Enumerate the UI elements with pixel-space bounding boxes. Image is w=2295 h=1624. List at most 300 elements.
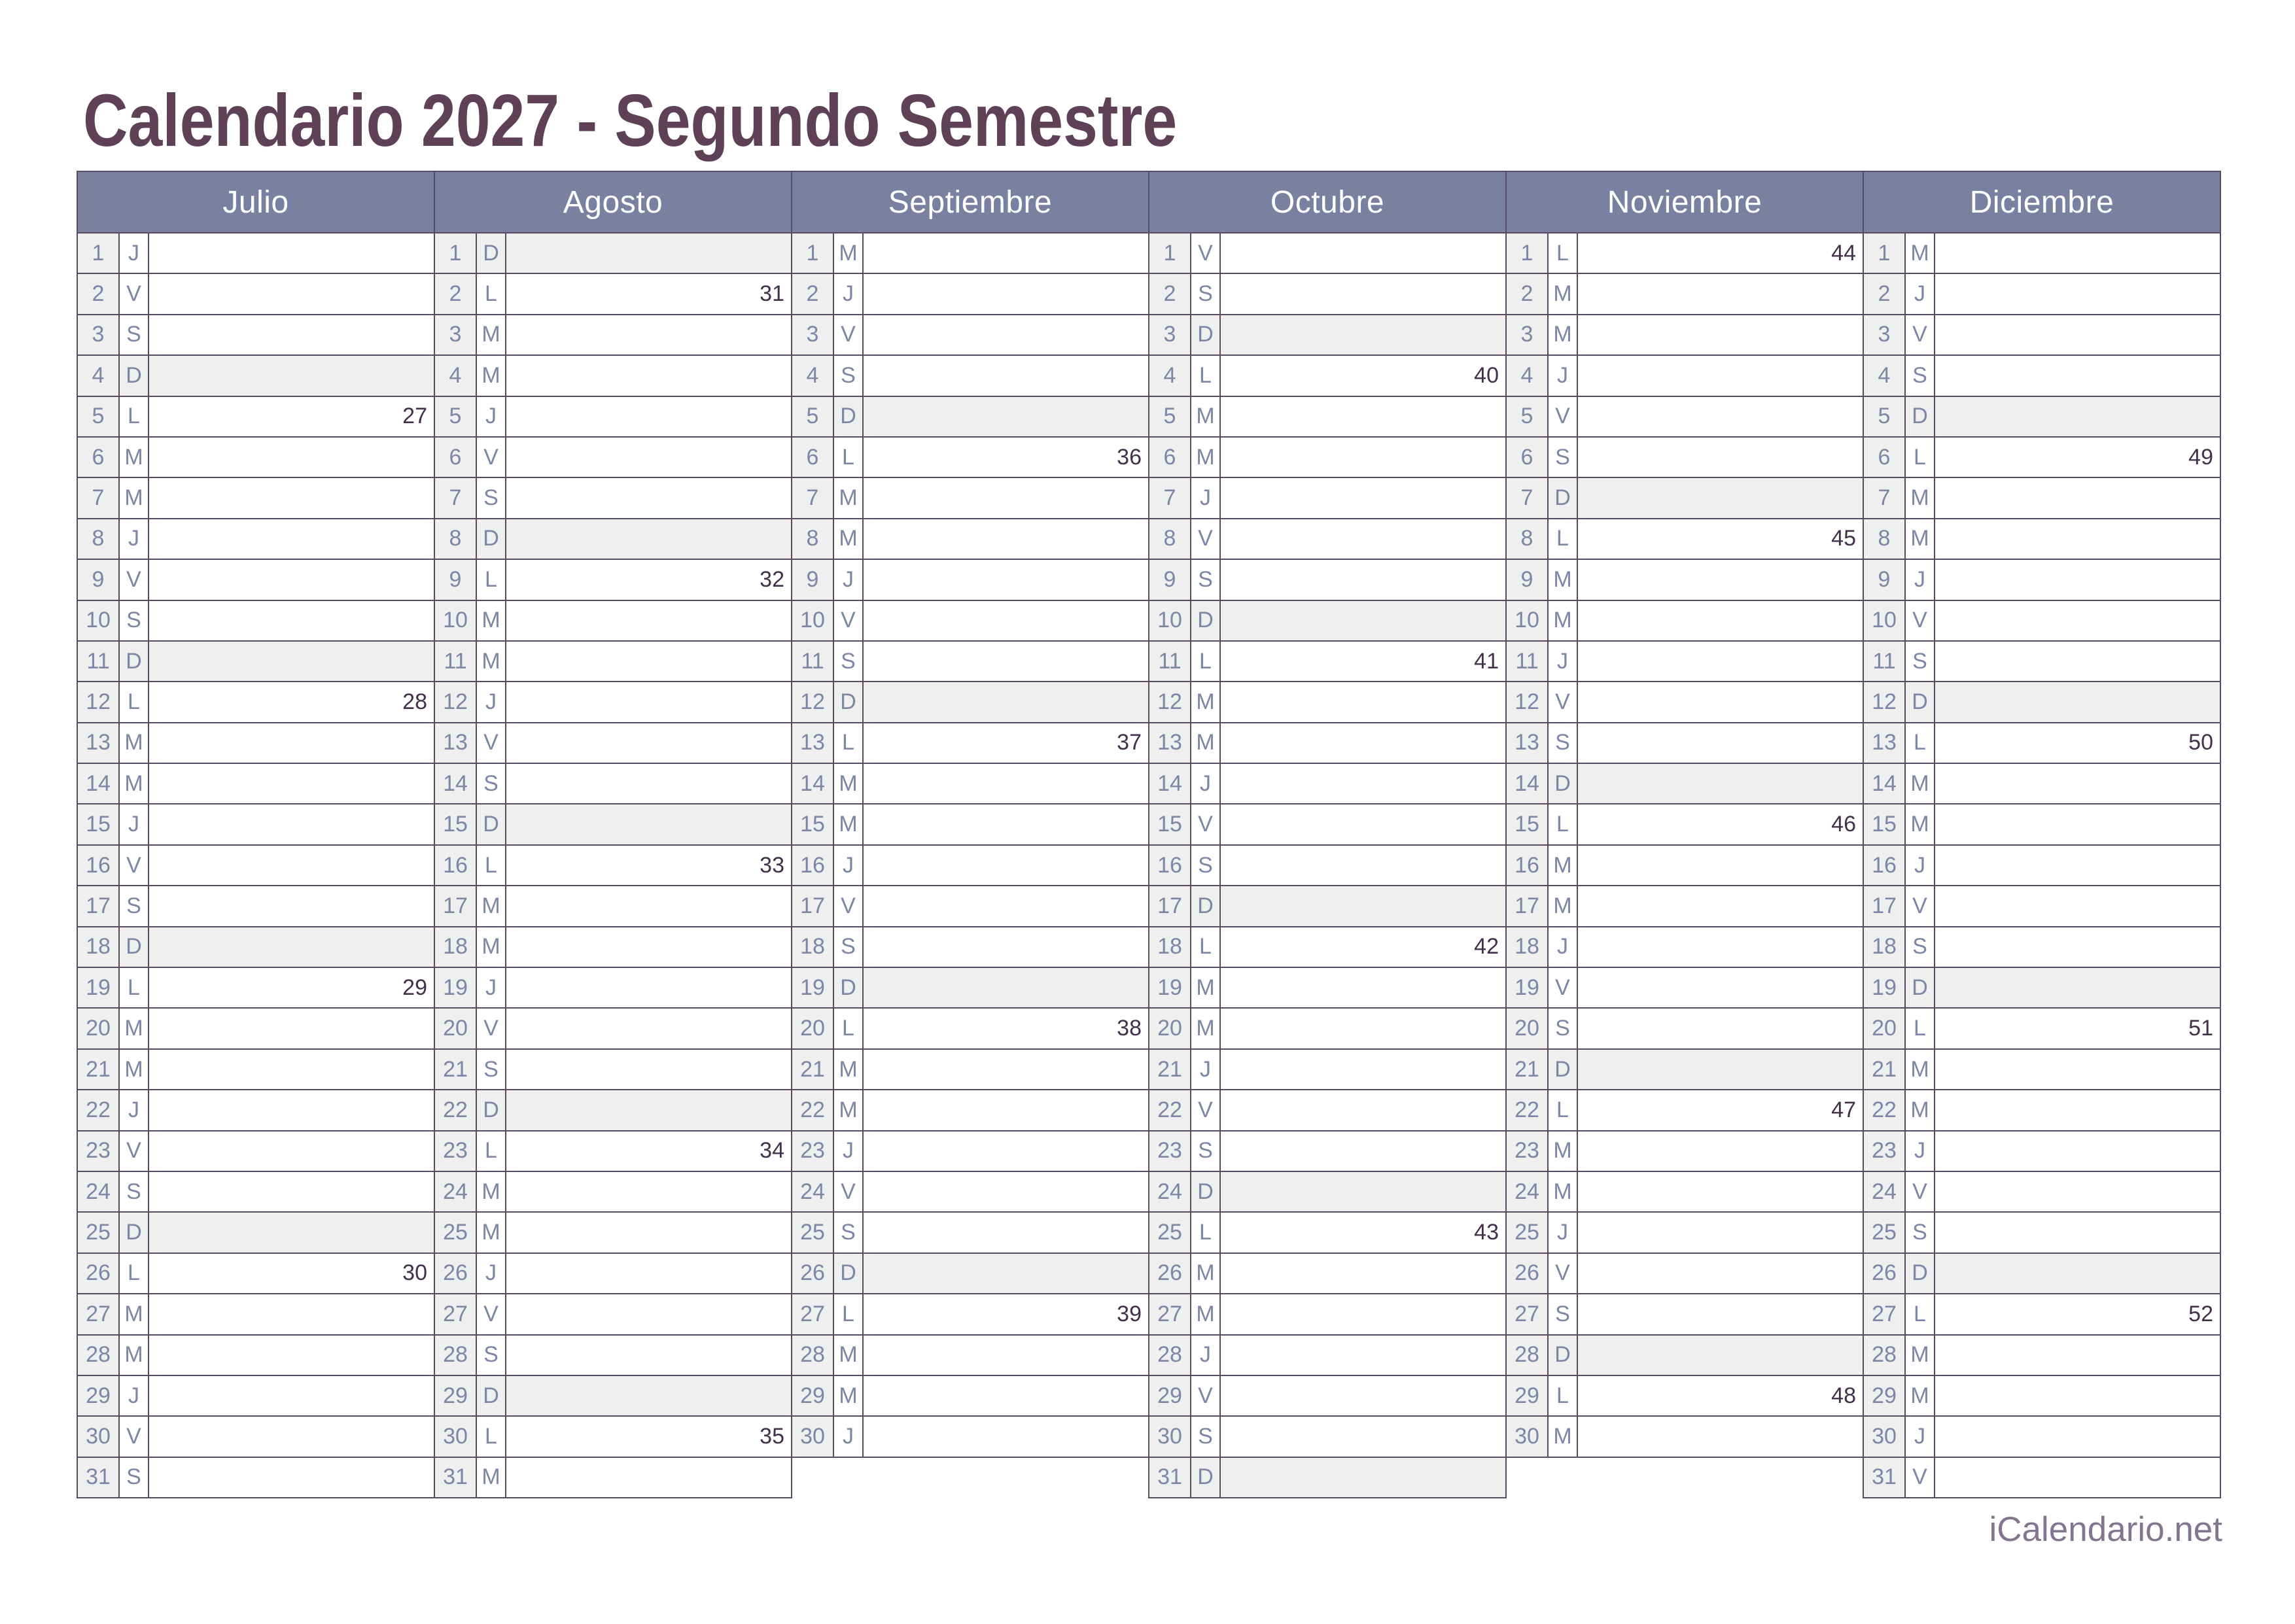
day-number: 10 <box>1507 601 1549 640</box>
day-number: 13 <box>1864 723 1906 763</box>
week-number <box>1221 846 1505 885</box>
day-letter: M <box>477 1213 506 1252</box>
day-letter: L <box>834 1294 864 1334</box>
day-row <box>1149 642 1505 682</box>
day-letter: V <box>120 560 149 599</box>
day-letter: M <box>120 438 149 477</box>
day-row <box>1507 1172 1863 1213</box>
week-number <box>149 846 434 885</box>
day-letter: M <box>120 1336 149 1375</box>
day-letter: S <box>1906 927 1935 967</box>
day-number: 8 <box>435 519 477 559</box>
day-row <box>1507 1090 1863 1131</box>
week-number <box>1578 846 1863 885</box>
day-letter: S <box>120 315 149 354</box>
day-letter: J <box>120 804 149 844</box>
day-row <box>1864 804 2220 845</box>
day-number: 14 <box>1507 764 1549 803</box>
day-row <box>1149 927 1505 968</box>
day-number: 30 <box>1507 1417 1549 1456</box>
day-letter: J <box>834 1417 864 1456</box>
week-number: 50 <box>2188 730 2213 755</box>
day-letter: M <box>1906 478 1935 517</box>
day-letter: M <box>834 478 864 517</box>
day-row <box>1864 764 2220 804</box>
week-number <box>1935 601 2220 640</box>
day-row <box>1149 438 1505 478</box>
day-row <box>435 682 791 723</box>
day-number: 26 <box>1149 1254 1191 1293</box>
week-number: 34 <box>760 1138 784 1164</box>
day-letter: S <box>120 886 149 925</box>
day-row <box>435 1172 791 1213</box>
day-number: 30 <box>1864 1417 1906 1456</box>
day-number: 20 <box>1864 1009 1906 1048</box>
day-row <box>78 804 434 845</box>
day-number: 19 <box>1149 968 1191 1007</box>
week-number <box>1221 764 1505 803</box>
week-number <box>1578 927 1863 967</box>
week-number <box>1935 1172 2220 1211</box>
day-row <box>435 1050 791 1090</box>
day-number: 28 <box>78 1336 120 1375</box>
day-row <box>1864 233 2220 274</box>
day-number: 10 <box>78 601 120 640</box>
day-letter: L <box>477 274 506 313</box>
day-number: 5 <box>1507 397 1549 436</box>
day-letter: M <box>1549 274 1578 313</box>
day-letter: D <box>834 397 864 436</box>
week-number <box>1221 1458 1505 1497</box>
day-letter: L <box>477 846 506 885</box>
day-number: 22 <box>1864 1090 1906 1130</box>
day-row <box>78 682 434 723</box>
week-number <box>1935 560 2220 599</box>
day-row <box>1864 601 2220 642</box>
day-row <box>1149 1458 1505 1498</box>
day-number: 30 <box>792 1417 834 1456</box>
week-number: 36 <box>1117 444 1142 470</box>
day-number: 15 <box>1149 804 1191 844</box>
day-number: 16 <box>1507 846 1549 885</box>
week-number <box>1578 274 1863 313</box>
day-number: 13 <box>1149 723 1191 763</box>
week-number <box>1578 642 1863 681</box>
day-letter: L <box>834 438 864 477</box>
day-row <box>792 1254 1148 1294</box>
day-letter: M <box>834 519 864 559</box>
day-letter: V <box>1549 682 1578 721</box>
day-letter: M <box>834 1376 864 1415</box>
week-number <box>1935 519 2220 559</box>
day-row <box>1149 560 1505 600</box>
day-row <box>1507 438 1863 478</box>
week-number <box>506 804 791 844</box>
day-row <box>78 1417 434 1457</box>
day-number: 7 <box>78 478 120 517</box>
day-number: 27 <box>78 1294 120 1334</box>
week-number <box>1578 968 1863 1007</box>
day-row <box>792 601 1148 642</box>
day-number: 25 <box>78 1213 120 1252</box>
day-number: 26 <box>435 1254 477 1293</box>
day-row <box>1864 968 2220 1009</box>
day-letter: S <box>477 1050 506 1089</box>
day-letter: M <box>834 804 864 844</box>
day-number: 22 <box>78 1090 120 1130</box>
day-letter: D <box>477 519 506 559</box>
day-row <box>1507 356 1863 396</box>
day-row <box>1149 1132 1505 1172</box>
day-number: 17 <box>1149 886 1191 925</box>
day-letter: M <box>1906 1050 1935 1089</box>
day-row <box>792 1050 1148 1090</box>
day-number: 26 <box>1507 1254 1549 1293</box>
day-number: 4 <box>1149 356 1191 395</box>
day-row <box>1864 315 2220 356</box>
day-letter: L <box>1906 438 1935 477</box>
week-number <box>864 1090 1148 1130</box>
day-number: 11 <box>1149 642 1191 681</box>
day-letter: M <box>1549 1132 1578 1171</box>
week-number <box>1935 274 2220 313</box>
week-number <box>1578 601 1863 640</box>
day-number: 31 <box>435 1458 477 1497</box>
day-number: 18 <box>435 927 477 967</box>
day-row <box>78 723 434 764</box>
day-number: 20 <box>78 1009 120 1048</box>
day-row <box>1149 315 1505 356</box>
day-letter: V <box>1906 315 1935 354</box>
day-number: 2 <box>435 274 477 313</box>
day-number: 4 <box>792 356 834 395</box>
day-letter: M <box>1549 315 1578 354</box>
day-row <box>1507 968 1863 1009</box>
day-number: 21 <box>78 1050 120 1089</box>
day-letter: M <box>1191 682 1221 721</box>
day-row <box>1507 233 1863 274</box>
day-letter: M <box>120 1050 149 1089</box>
day-letter: M <box>1906 519 1935 559</box>
day-number: 17 <box>78 886 120 925</box>
day-number: 11 <box>1507 642 1549 681</box>
day-letter: V <box>834 1172 864 1211</box>
day-letter: J <box>834 846 864 885</box>
day-row <box>1507 1050 1863 1090</box>
day-number: 17 <box>435 886 477 925</box>
week-number <box>1221 315 1505 354</box>
day-letter: D <box>477 1090 506 1130</box>
day-number: 21 <box>1864 1050 1906 1089</box>
week-number <box>1935 642 2220 681</box>
week-number <box>1221 519 1505 559</box>
day-number: 5 <box>1149 397 1191 436</box>
day-letter: J <box>477 397 506 436</box>
week-number <box>1935 764 2220 803</box>
day-row <box>792 1336 1148 1376</box>
day-letter: J <box>834 1132 864 1171</box>
week-number <box>506 1458 791 1497</box>
day-row <box>435 1009 791 1049</box>
day-letter: V <box>834 601 864 640</box>
day-number: 4 <box>1864 356 1906 395</box>
day-row <box>435 315 791 356</box>
day-number: 8 <box>1864 519 1906 559</box>
week-number <box>864 682 1148 721</box>
day-letter: M <box>1191 397 1221 436</box>
day-row <box>792 519 1148 560</box>
week-number <box>1935 397 2220 436</box>
day-letter: V <box>477 438 506 477</box>
day-row <box>1149 1254 1505 1294</box>
day-number: 6 <box>1864 438 1906 477</box>
day-letter: L <box>1549 804 1578 844</box>
week-number <box>864 1132 1148 1171</box>
day-letter: V <box>1549 397 1578 436</box>
day-row <box>792 846 1148 886</box>
day-number: 13 <box>435 723 477 763</box>
day-number: 25 <box>435 1213 477 1252</box>
week-number <box>1221 1050 1505 1089</box>
day-letter: V <box>120 1417 149 1456</box>
day-letter: M <box>1906 1376 1935 1415</box>
day-number: 26 <box>1864 1254 1906 1293</box>
day-number: 19 <box>78 968 120 1007</box>
week-number <box>1221 1336 1505 1375</box>
week-number <box>506 1376 791 1415</box>
week-number <box>864 1376 1148 1415</box>
week-number <box>1221 601 1505 640</box>
day-number: 22 <box>1507 1090 1549 1130</box>
day-row <box>435 1458 791 1498</box>
day-number: 9 <box>1507 560 1549 599</box>
day-number: 15 <box>1507 804 1549 844</box>
day-number: 4 <box>1507 356 1549 395</box>
week-number <box>149 1336 434 1375</box>
day-letter: M <box>1906 804 1935 844</box>
day-number: 6 <box>435 438 477 477</box>
day-number: 18 <box>1864 927 1906 967</box>
week-number <box>506 1213 791 1252</box>
week-number <box>149 723 434 763</box>
day-number: 30 <box>78 1417 120 1456</box>
day-row <box>792 886 1148 927</box>
day-number: 2 <box>1864 274 1906 313</box>
day-row <box>1149 356 1505 396</box>
month-column-septiembre <box>791 171 1149 1458</box>
day-number: 7 <box>435 478 477 517</box>
day-number: 24 <box>1149 1172 1191 1211</box>
day-letter: L <box>1549 519 1578 559</box>
day-row <box>435 274 791 315</box>
day-number: 9 <box>792 560 834 599</box>
week-number <box>1935 1376 2220 1415</box>
day-row <box>435 356 791 396</box>
day-letter: J <box>1549 642 1578 681</box>
day-number: 23 <box>435 1132 477 1171</box>
day-row <box>1864 397 2220 438</box>
day-row <box>78 356 434 396</box>
day-number: 5 <box>1864 397 1906 436</box>
day-number: 18 <box>792 927 834 967</box>
day-row <box>435 804 791 845</box>
week-number <box>506 233 791 273</box>
day-row <box>1864 356 2220 396</box>
day-row <box>435 519 791 560</box>
day-letter: L <box>1906 1009 1935 1048</box>
day-number: 20 <box>1149 1009 1191 1048</box>
day-row <box>792 927 1148 968</box>
day-row <box>1149 1172 1505 1213</box>
day-number: 2 <box>78 274 120 313</box>
day-row <box>78 601 434 642</box>
day-row <box>1864 519 2220 560</box>
week-number: 32 <box>760 566 784 592</box>
day-row <box>78 968 434 1009</box>
day-row <box>792 560 1148 600</box>
day-letter: D <box>1191 315 1221 354</box>
day-row <box>1864 560 2220 600</box>
day-letter: M <box>834 1050 864 1089</box>
day-letter: M <box>834 1336 864 1375</box>
week-number <box>506 886 791 925</box>
day-number: 8 <box>1149 519 1191 559</box>
day-number: 11 <box>78 642 120 681</box>
month-name: Julio <box>222 184 289 220</box>
week-number <box>864 519 1148 559</box>
week-number <box>506 356 791 395</box>
day-letter: S <box>1549 438 1578 477</box>
day-number: 3 <box>78 315 120 354</box>
day-row <box>1149 682 1505 723</box>
week-number <box>506 968 791 1007</box>
day-number: 24 <box>435 1172 477 1211</box>
day-row <box>1507 927 1863 968</box>
week-number <box>149 886 434 925</box>
week-number <box>1935 1458 2220 1497</box>
week-number: 51 <box>2188 1016 2213 1041</box>
week-number <box>1221 1417 1505 1456</box>
week-number <box>1935 1417 2220 1456</box>
day-number: 10 <box>1864 601 1906 640</box>
day-letter: D <box>1906 1254 1935 1293</box>
day-letter: S <box>834 1213 864 1252</box>
day-letter: D <box>477 804 506 844</box>
day-letter: J <box>1906 846 1935 885</box>
day-row <box>1864 846 2220 886</box>
day-row <box>1864 682 2220 723</box>
day-number: 24 <box>1864 1172 1906 1211</box>
week-number: 31 <box>760 281 784 307</box>
day-letter: V <box>1191 1376 1221 1415</box>
week-number <box>149 1172 434 1211</box>
week-number <box>1221 682 1505 721</box>
week-number <box>1221 968 1505 1007</box>
day-row <box>1864 1090 2220 1131</box>
day-number: 6 <box>792 438 834 477</box>
day-number: 26 <box>792 1254 834 1293</box>
day-letter: L <box>120 968 149 1007</box>
day-letter: M <box>477 356 506 395</box>
day-letter: J <box>477 1254 506 1293</box>
day-number: 20 <box>435 1009 477 1048</box>
day-number: 24 <box>792 1172 834 1211</box>
week-number <box>506 1254 791 1293</box>
day-number: 6 <box>1507 438 1549 477</box>
day-number: 16 <box>78 846 120 885</box>
day-letter: M <box>1191 438 1221 477</box>
day-row <box>435 968 791 1009</box>
footer-credit: iCalendario.net <box>1989 1510 2222 1549</box>
day-letter: S <box>1191 1132 1221 1171</box>
day-number: 2 <box>1507 274 1549 313</box>
week-number <box>1578 560 1863 599</box>
day-number: 18 <box>78 927 120 967</box>
day-letter: L <box>477 560 506 599</box>
day-row <box>1507 886 1863 927</box>
day-letter: S <box>1191 560 1221 599</box>
day-number: 7 <box>1507 478 1549 517</box>
day-letter: J <box>1191 1336 1221 1375</box>
day-number: 14 <box>1149 764 1191 803</box>
day-number: 5 <box>78 397 120 436</box>
week-number <box>1578 315 1863 354</box>
week-number <box>506 1294 791 1334</box>
day-letter: M <box>834 1090 864 1130</box>
day-number: 21 <box>435 1050 477 1089</box>
month-header <box>78 171 434 233</box>
day-letter: L <box>477 1417 506 1456</box>
week-number <box>1935 968 2220 1007</box>
day-letter: M <box>1191 1009 1221 1048</box>
week-number <box>506 397 791 436</box>
day-letter: V <box>1191 1090 1221 1130</box>
day-number: 12 <box>78 682 120 721</box>
day-number: 11 <box>792 642 834 681</box>
week-number <box>1578 438 1863 477</box>
day-letter: V <box>120 1132 149 1171</box>
day-row <box>792 1213 1148 1253</box>
day-letter: J <box>1906 560 1935 599</box>
day-number: 23 <box>1864 1132 1906 1171</box>
day-letter: V <box>1906 886 1935 925</box>
day-letter: V <box>1191 233 1221 273</box>
day-row <box>1149 274 1505 315</box>
week-number <box>149 601 434 640</box>
day-row <box>435 233 791 274</box>
day-row <box>792 438 1148 478</box>
day-row <box>435 560 791 600</box>
day-row <box>1507 519 1863 560</box>
week-number <box>864 764 1148 803</box>
week-number <box>1221 723 1505 763</box>
day-letter: V <box>477 1294 506 1334</box>
week-number <box>1935 1213 2220 1252</box>
day-letter: M <box>1906 1090 1935 1130</box>
day-letter: S <box>1191 274 1221 313</box>
month-column-octubre <box>1148 171 1507 1498</box>
day-letter: M <box>1549 1172 1578 1211</box>
day-letter: L <box>1191 927 1221 967</box>
day-letter: M <box>477 642 506 681</box>
day-row <box>435 478 791 519</box>
day-number: 23 <box>792 1132 834 1171</box>
day-row <box>435 1213 791 1253</box>
week-number <box>149 927 434 967</box>
day-number: 12 <box>1149 682 1191 721</box>
day-number: 23 <box>1149 1132 1191 1171</box>
week-number <box>506 723 791 763</box>
